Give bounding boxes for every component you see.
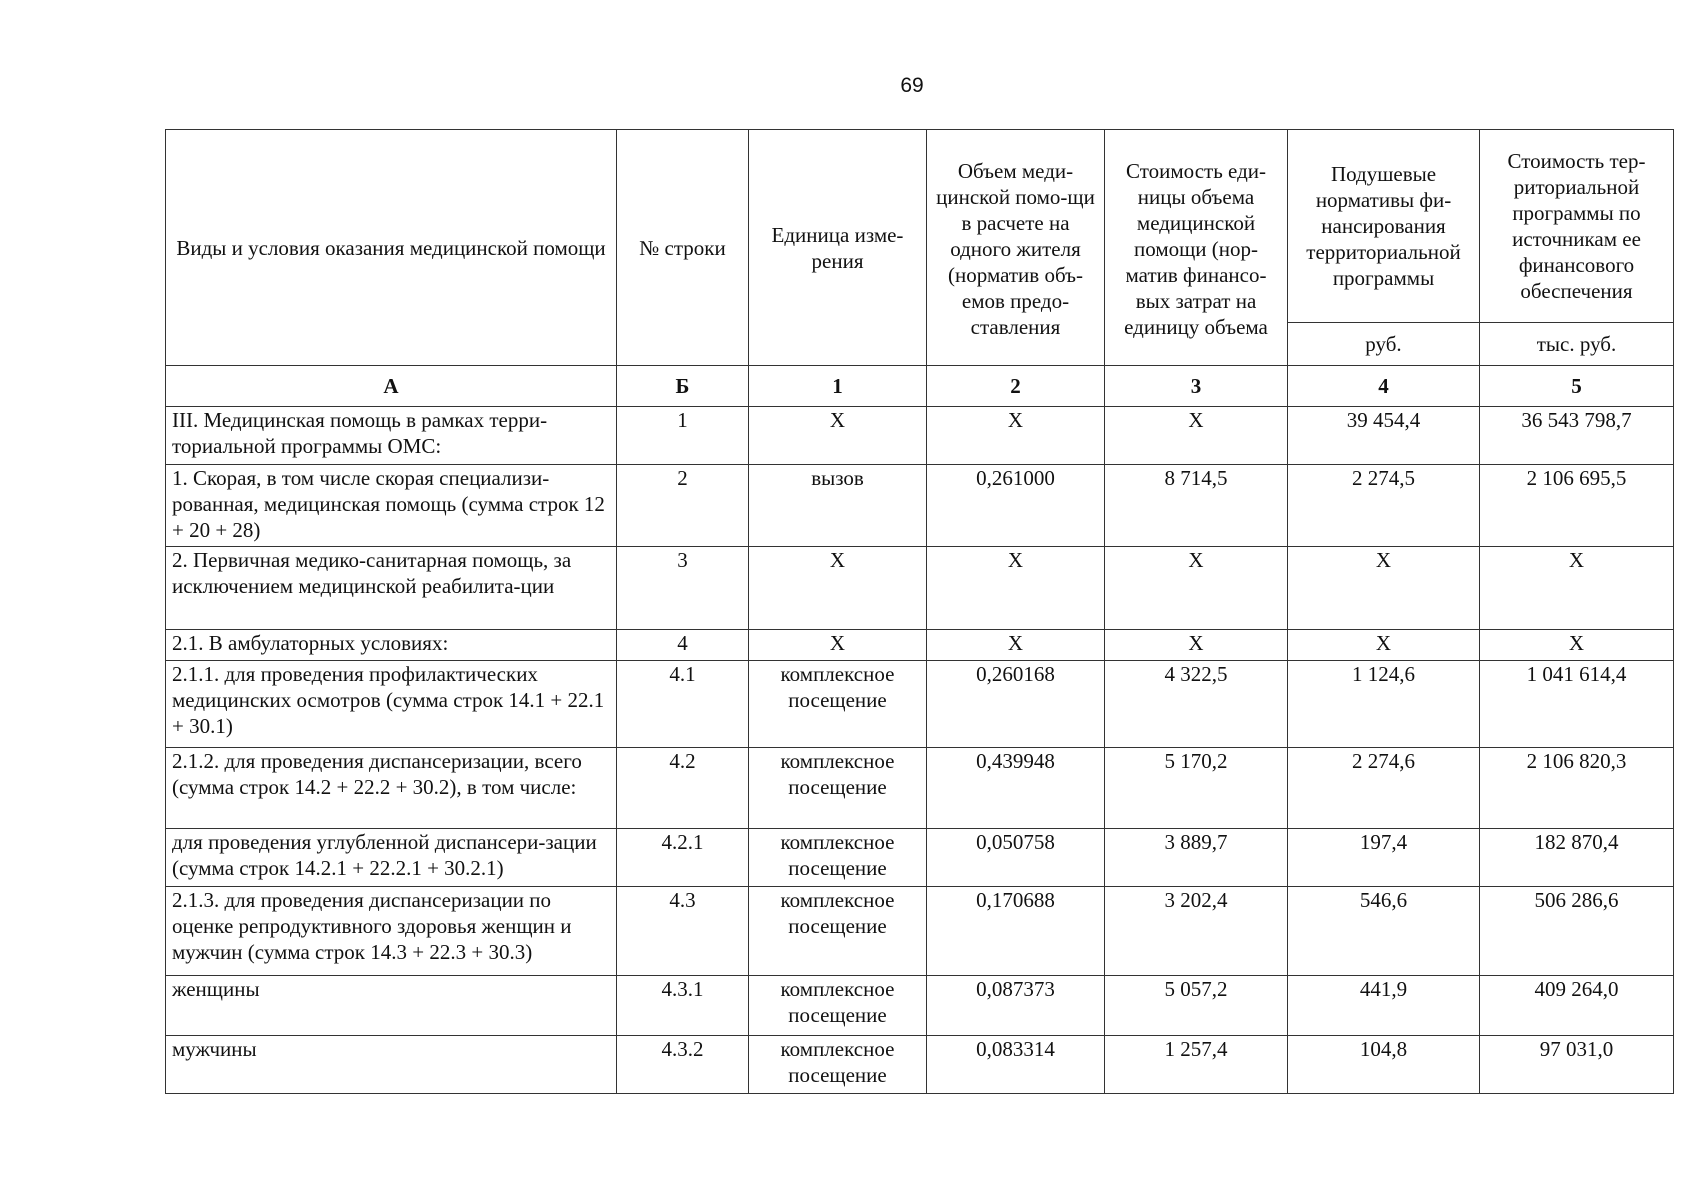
row-number-cell: 4.2 [617, 748, 749, 829]
row-number-cell: 4.3 [617, 887, 749, 976]
unit-cost-cell: 5 170,2 [1105, 748, 1288, 829]
row-number-cell: 4.3.1 [617, 976, 749, 1035]
program-cost-cell: 36 543 798,7 [1480, 407, 1674, 465]
program-cost-cell: 2 106 695,5 [1480, 465, 1674, 547]
header-program-cost: Стоимость тер-риториальной программы по источникам ее финансового обеспечения [1480, 130, 1674, 323]
row-number-cell: 4 [617, 629, 749, 660]
row-number-cell: 4.3.2 [617, 1035, 749, 1093]
care-type-cell: 2.1.2. для проведения диспансеризации, всего (сумма строк 14.2 + 22.2 + 30.2), в том числе: [166, 748, 617, 829]
volume-cell: 0,170688 [927, 887, 1105, 976]
program-cost-cell: 409 264,0 [1480, 976, 1674, 1035]
program-cost-cell: Х [1480, 629, 1674, 660]
care-type-cell: 1. Скорая, в том числе скорая специализи-рованная, медицинская помощь (сумма строк 12 + 20 + 28) [166, 465, 617, 547]
program-cost-cell: Х [1480, 547, 1674, 630]
unit-cost-cell: 3 202,4 [1105, 887, 1288, 976]
volume-cell: 0,083314 [927, 1035, 1105, 1093]
header-care-type: Виды и условия оказания медицинской помощи [166, 130, 617, 366]
care-type-cell: для проведения углубленной диспансери-зации (сумма строк 14.2.1 + 22.2.1 + 30.2.1) [166, 829, 617, 887]
unit-cost-cell: Х [1105, 629, 1288, 660]
per-capita-cell: Х [1288, 629, 1480, 660]
volume-cell: 0,050758 [927, 829, 1105, 887]
care-type-cell: 2.1.1. для проведения профилактических медицинских осмотров (сумма строк 14.1 + 22.1 + 30.1) [166, 660, 617, 748]
volume-cell: Х [927, 407, 1105, 465]
row-number-cell: 4.2.1 [617, 829, 749, 887]
table-row [166, 629, 1674, 660]
care-type-cell: III. Медицинская помощь в рамках терри-ториальной программы ОМС: [166, 407, 617, 465]
table-row [166, 887, 1674, 976]
unit-cell: комплексное посещение [749, 660, 927, 748]
per-capita-cell: 441,9 [1288, 976, 1480, 1035]
column-index: 4 [1288, 366, 1480, 407]
header-unit-cost: Стоимость еди-ницы объема медицинской помощи (нор-матив финансо-вых затрат на единицу объема [1105, 130, 1288, 366]
program-cost-cell: 182 870,4 [1480, 829, 1674, 887]
page-number: 69 [900, 74, 924, 97]
per-capita-cell: 1 124,6 [1288, 660, 1480, 748]
column-index: 1 [749, 366, 927, 407]
care-type-cell: мужчины [166, 1035, 617, 1093]
volume-cell: 0,260168 [927, 660, 1105, 748]
unit-cost-cell: Х [1105, 407, 1288, 465]
row-number-cell: 4.1 [617, 660, 749, 748]
unit-cell: комплексное посещение [749, 976, 927, 1035]
unit-cell: комплексное посещение [749, 887, 927, 976]
unit-cost-cell: 8 714,5 [1105, 465, 1288, 547]
table-row [166, 547, 1674, 630]
table-row [166, 976, 1674, 1035]
header-volume: Объем меди-цинской помо-щи в расчете на одного жителя (норматив объ-емов предо-ставления [927, 130, 1105, 366]
unit-cell: комплексное посещение [749, 748, 927, 829]
volume-cell: Х [927, 547, 1105, 630]
volume-cell: 0,439948 [927, 748, 1105, 829]
program-cost-cell: 2 106 820,3 [1480, 748, 1674, 829]
per-capita-cell: Х [1288, 547, 1480, 630]
row-number-cell: 3 [617, 547, 749, 630]
unit-cost-cell: 5 057,2 [1105, 976, 1288, 1035]
unit-cell: Х [749, 547, 927, 630]
table-row [166, 1035, 1674, 1093]
column-index: А [166, 366, 617, 407]
unit-thousand-rubles: тыс. руб. [1480, 323, 1674, 366]
care-type-cell: женщины [166, 976, 617, 1035]
column-index: 2 [927, 366, 1105, 407]
per-capita-cell: 2 274,6 [1288, 748, 1480, 829]
header-unit: Единица изме-рения [749, 130, 927, 366]
unit-cell: комплексное посещение [749, 829, 927, 887]
unit-cost-cell: 1 257,4 [1105, 1035, 1288, 1093]
header-row-number: № строки [617, 130, 749, 366]
unit-cell: Х [749, 407, 927, 465]
program-cost-cell: 97 031,0 [1480, 1035, 1674, 1093]
column-index: Б [617, 366, 749, 407]
table-row [166, 465, 1674, 547]
row-number-cell: 2 [617, 465, 749, 547]
table-header [166, 130, 1674, 407]
per-capita-cell: 197,4 [1288, 829, 1480, 887]
financing-table [165, 129, 1674, 1094]
table-row [166, 748, 1674, 829]
column-index-row [166, 366, 1674, 407]
per-capita-cell: 546,6 [1288, 887, 1480, 976]
care-type-cell: 2.1. В амбулаторных условиях: [166, 629, 617, 660]
unit-cost-cell: Х [1105, 547, 1288, 630]
unit-cell: Х [749, 629, 927, 660]
table-row [166, 660, 1674, 748]
table-row [166, 407, 1674, 465]
program-cost-cell: 1 041 614,4 [1480, 660, 1674, 748]
unit-cost-cell: 4 322,5 [1105, 660, 1288, 748]
column-index: 3 [1105, 366, 1288, 407]
program-cost-cell: 506 286,6 [1480, 887, 1674, 976]
care-type-cell: 2.1.3. для проведения диспансеризации по оценке репродуктивного здоровья женщин и мужчин (сумма строк 14.3 + 22.3 + 30.3) [166, 887, 617, 976]
unit-cell: комплексное посещение [749, 1035, 927, 1093]
row-number-cell: 1 [617, 407, 749, 465]
volume-cell: Х [927, 629, 1105, 660]
care-type-cell: 2. Первичная медико-санитарная помощь, за исключением медицинской реабилита-ции [166, 547, 617, 630]
table-row [166, 829, 1674, 887]
per-capita-cell: 39 454,4 [1288, 407, 1480, 465]
volume-cell: 0,261000 [927, 465, 1105, 547]
per-capita-cell: 2 274,5 [1288, 465, 1480, 547]
per-capita-cell: 104,8 [1288, 1035, 1480, 1093]
unit-cost-cell: 3 889,7 [1105, 829, 1288, 887]
table-body [166, 407, 1674, 1094]
unit-cell: вызов [749, 465, 927, 547]
volume-cell: 0,087373 [927, 976, 1105, 1035]
header-per-capita: Подушевые нормативы фи-нансирования территориальной программы [1288, 130, 1480, 323]
unit-rubles: руб. [1288, 323, 1480, 366]
column-index: 5 [1480, 366, 1674, 407]
